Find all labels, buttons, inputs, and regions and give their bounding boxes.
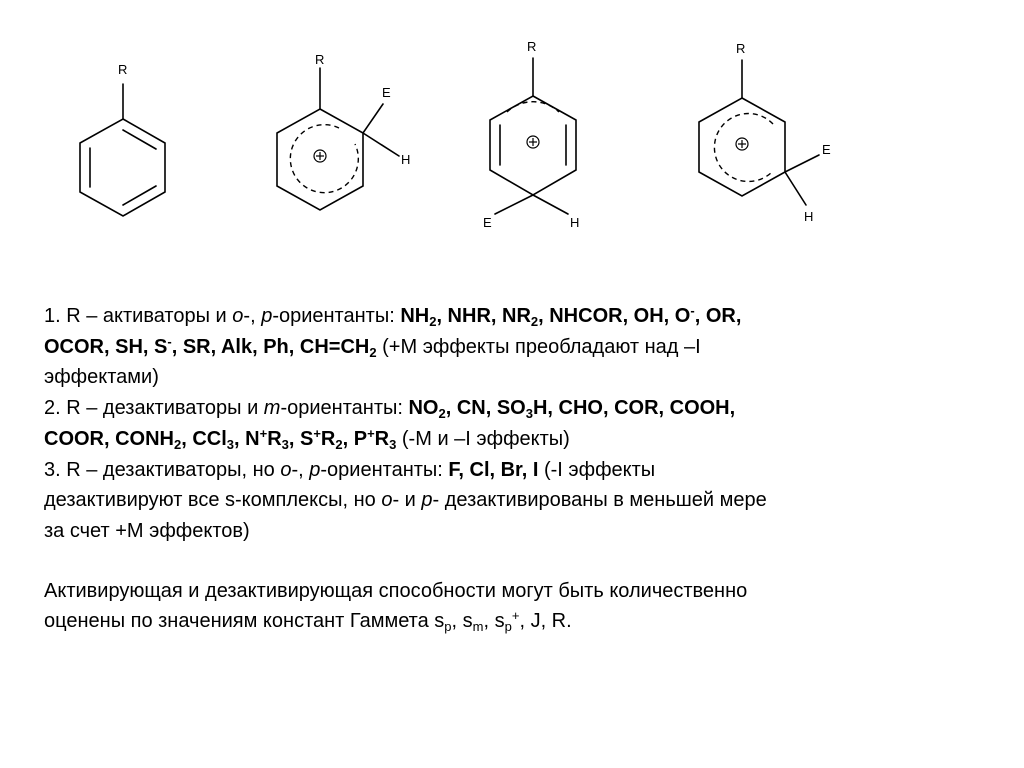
substituent-R-label: R (736, 41, 746, 56)
rule-text: - дезактивированы в меньшей мере (432, 489, 767, 512)
note-text: оценены по значениям констант Гаммета s (44, 610, 445, 632)
rule-text: (+M эффекты преобладают над –I (376, 335, 701, 358)
rule-text: 3. R – дезактиваторы, но (44, 458, 281, 481)
rule-text: за счет +M эффектов) (44, 519, 250, 542)
ortho-label: o (381, 489, 393, 512)
substituent-list: $NO_2$, CN, $SO_3H$, CHO, COR, COOH, COOR, $CONH_2$, CCl$_3$, $N^+R_3$, $S^+R_2$, $P^+R_3$ (44, 397, 736, 452)
hammett-note (44, 576, 1004, 636)
note-text: , s (451, 610, 473, 632)
rule-text: эффектами) (44, 366, 159, 389)
rule-text: -, (243, 305, 262, 327)
note-text: , s (483, 610, 505, 632)
electrophile-E-label: E (822, 142, 831, 157)
electrophile-E-label: E (382, 85, 391, 100)
rule-meta-deactivators (44, 393, 994, 454)
benzene-ring-structure (80, 62, 165, 216)
rule-text: -ориентанты: (272, 305, 401, 327)
sigma-superscript: + (511, 608, 520, 623)
substituent-R-label: R (315, 52, 325, 67)
ortho-sigma-complex (277, 52, 410, 210)
meta-label: m (263, 397, 281, 420)
rule-text: дезактивируют все s-комплексы, но (44, 489, 382, 512)
benzene-structures (0, 0, 1024, 260)
rule-text: - и (392, 489, 422, 512)
para-label: p (261, 305, 273, 327)
rule-text: (-I эффекты (538, 458, 656, 481)
substituent-list: F, Cl, Br, I (448, 458, 539, 481)
rule-activators (44, 301, 994, 393)
hydrogen-H-label: H (570, 215, 580, 230)
hydrogen-H-label: H (401, 152, 411, 167)
sigma-subscript: m (472, 619, 484, 634)
sigma-subscript: p (444, 619, 452, 634)
rule-text: -, (291, 458, 310, 481)
substituent-R-label: R (118, 62, 128, 77)
rule-text: 2. R – дезактиваторы и (44, 397, 264, 420)
hydrogen-H-label: H (804, 209, 814, 224)
ortho-label: o (280, 458, 292, 481)
para-sigma-complex (483, 39, 579, 230)
rule-text: -ориентанты: (320, 458, 449, 481)
rule-halogen-deactivators (44, 455, 994, 547)
rule-text: 1. R – активаторы и (44, 305, 233, 327)
rule-text: -ориентанты: (280, 397, 409, 420)
meta-sigma-complex (699, 41, 831, 224)
note-text: , J, R. (519, 610, 572, 632)
substituent-list: $NH_2$, NHR, $NR_2$, NHCOR, OH, O-, OR, OCOR, SH, S-, SR, Alk, Ph, $CH=CH_2$ (44, 303, 742, 360)
para-label: p (421, 489, 433, 512)
rule-text: (-M и –I эффекты) (396, 427, 570, 450)
sigma-subscript: p (504, 619, 512, 634)
note-text: Активирующая и дезактивирующая способности могут быть количественно (44, 580, 748, 602)
orientant-rules (44, 301, 994, 547)
ortho-label: o (232, 305, 244, 327)
substituent-R-label: R (527, 39, 537, 54)
para-label: p (309, 458, 321, 481)
electrophile-E-label: E (483, 215, 492, 230)
